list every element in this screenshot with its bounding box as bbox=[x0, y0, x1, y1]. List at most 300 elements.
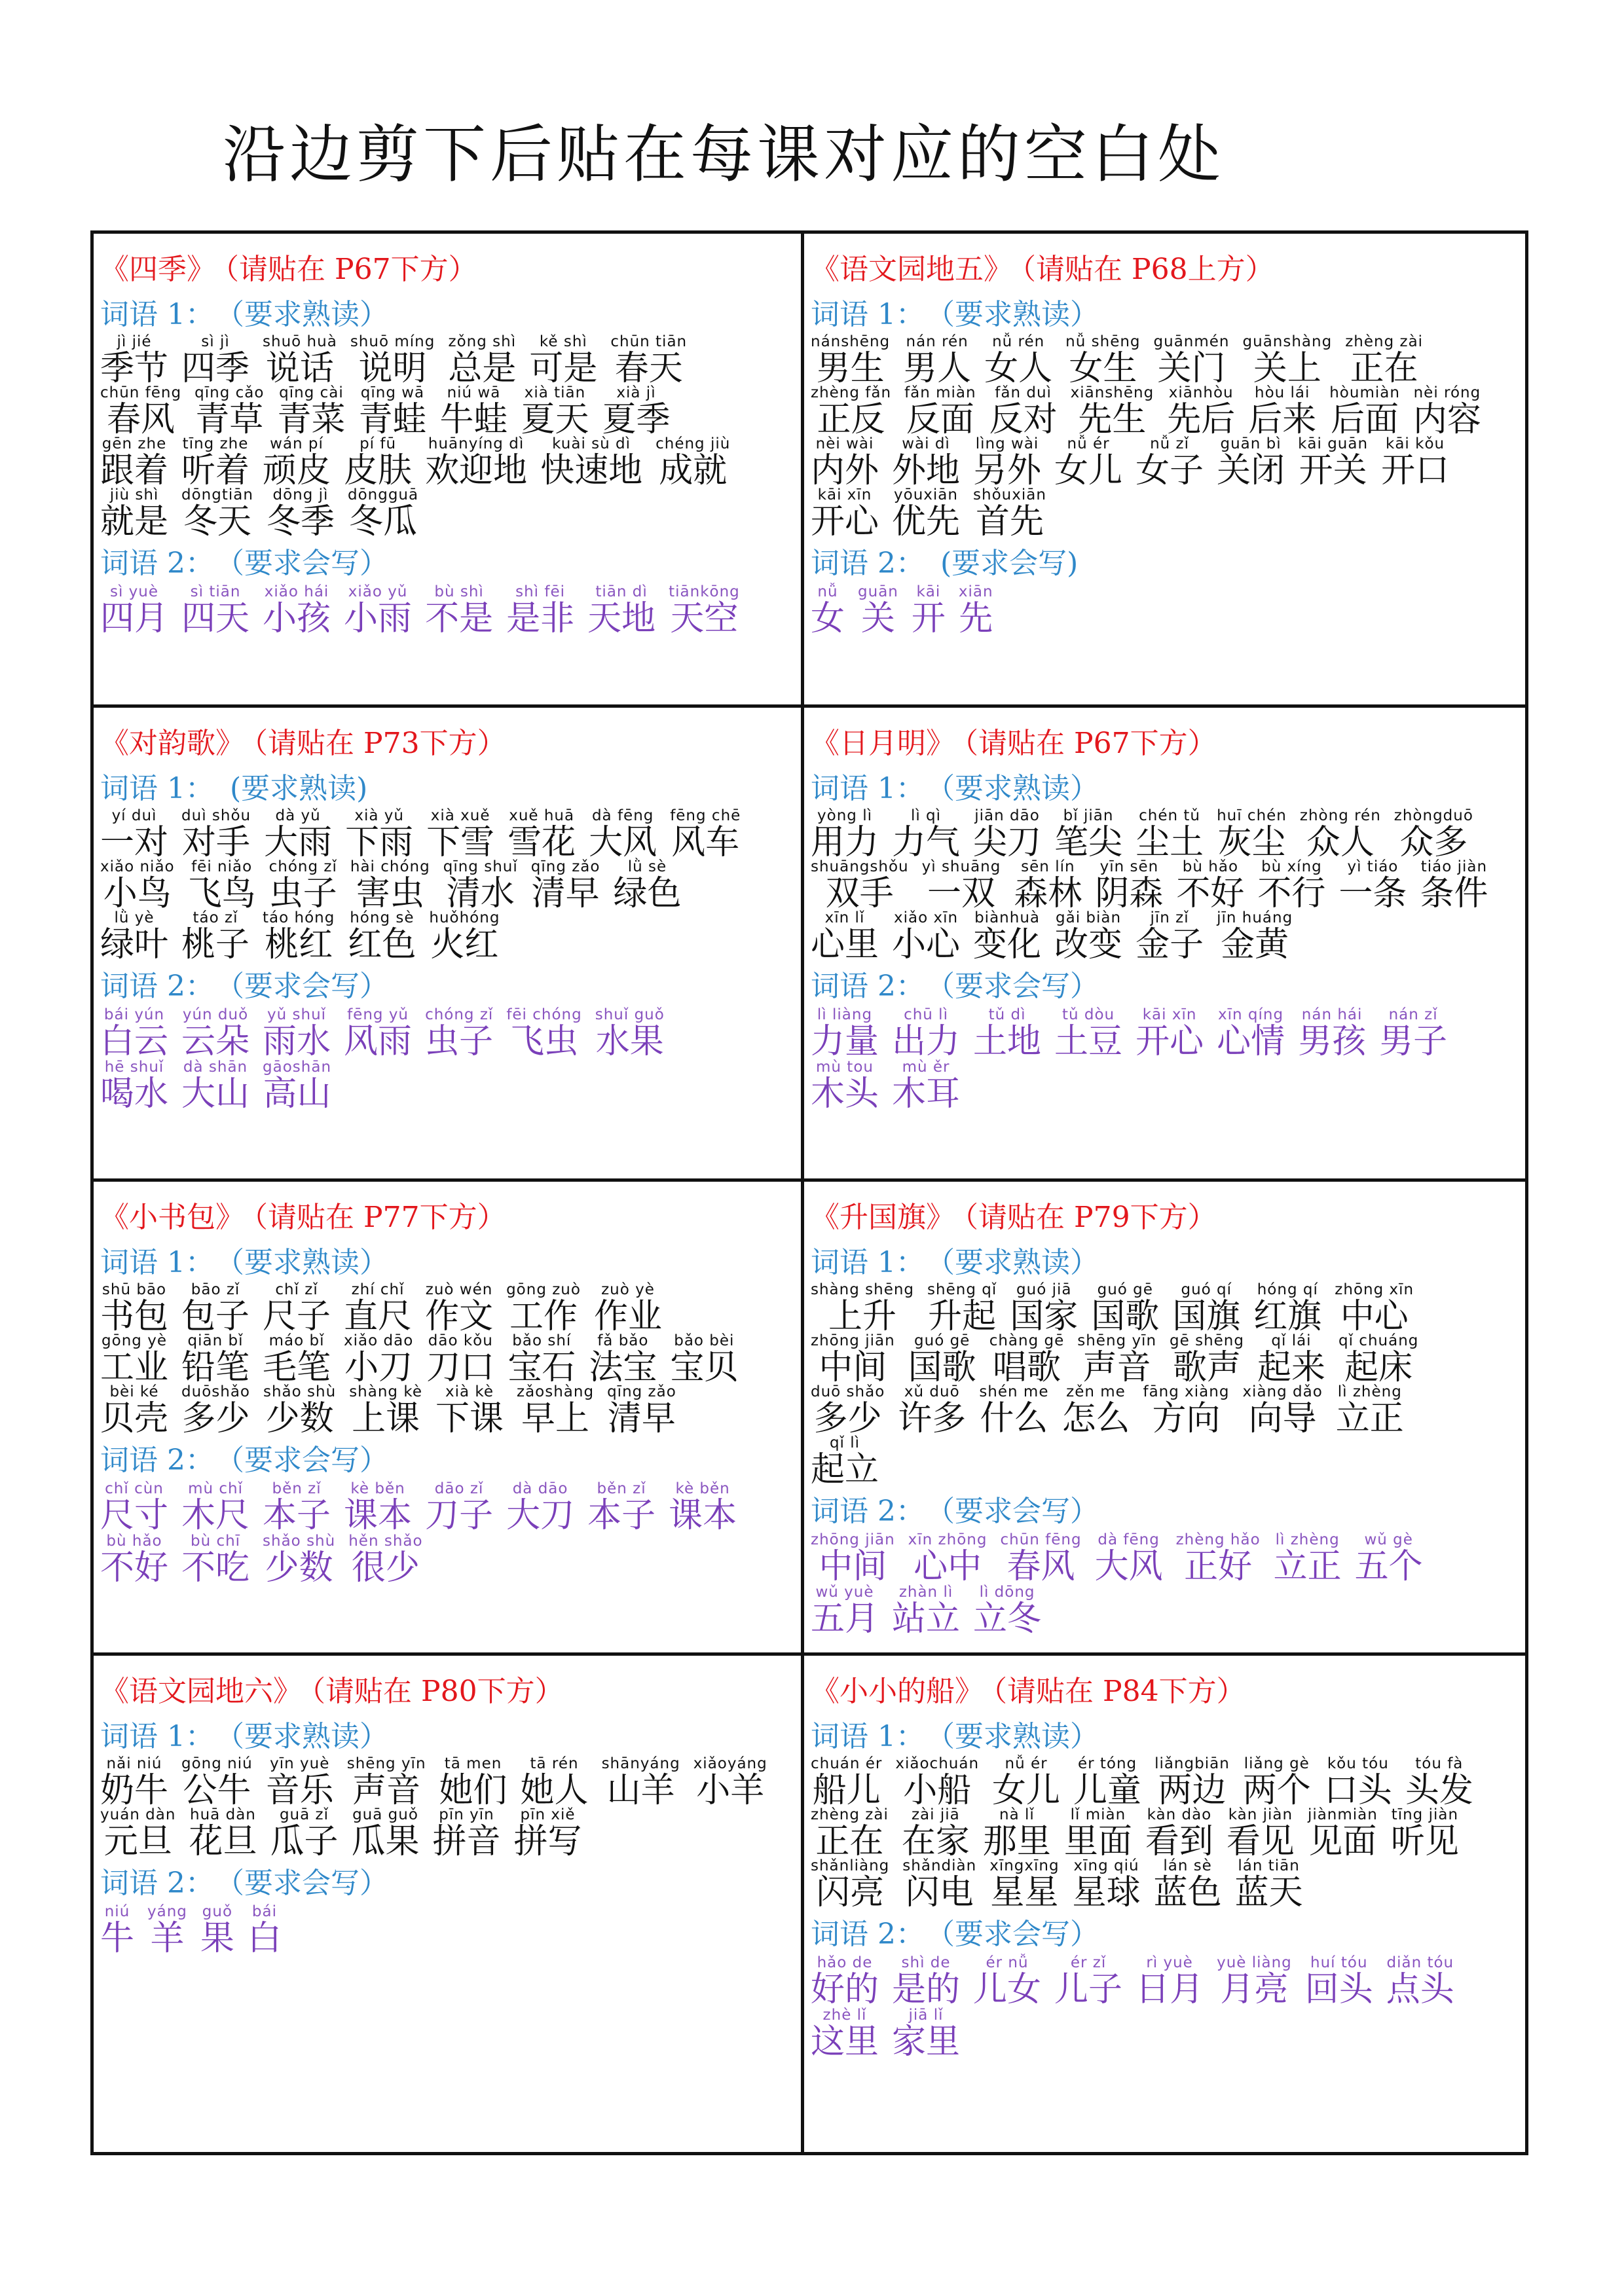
word-row bbox=[811, 807, 1525, 862]
pinyin: xiàng dǎo bbox=[1242, 1383, 1323, 1400]
read-word bbox=[351, 1806, 419, 1860]
write-word bbox=[1135, 1954, 1204, 2008]
pinyin: zǒng shì bbox=[448, 333, 517, 350]
hanzi: 是的 bbox=[892, 1970, 961, 2009]
write-word bbox=[1379, 1006, 1447, 1060]
hanzi: 上升 bbox=[828, 1297, 897, 1336]
pinyin: sēn lín bbox=[1021, 858, 1075, 875]
write-word bbox=[1298, 1006, 1366, 1060]
write-word bbox=[506, 1006, 581, 1060]
hanzi: 总是 bbox=[448, 349, 517, 388]
write-word bbox=[263, 1533, 335, 1586]
pinyin: wán pí bbox=[270, 435, 323, 452]
pinyin: dà dāo bbox=[512, 1480, 568, 1497]
read-word bbox=[1065, 333, 1140, 387]
section-requirement: （要求会写） bbox=[940, 1495, 1099, 1528]
read-word bbox=[264, 807, 332, 861]
pinyin: xiǎo yǔ bbox=[348, 583, 408, 600]
pinyin: fāng xiàng bbox=[1143, 1383, 1230, 1400]
write-word bbox=[200, 1903, 234, 1957]
hanzi: 大山 bbox=[181, 1074, 250, 1114]
read-word bbox=[811, 1434, 879, 1488]
pinyin: ér zǐ bbox=[1070, 1954, 1107, 1971]
pinyin: bāo zǐ bbox=[191, 1281, 240, 1298]
write-word bbox=[263, 1006, 331, 1060]
hanzi: 四月 bbox=[100, 599, 169, 638]
hanzi: 另外 bbox=[973, 451, 1042, 490]
word-row bbox=[811, 1533, 1525, 1585]
pinyin: shuāngshǒu bbox=[811, 858, 909, 875]
read-word bbox=[266, 1755, 334, 1809]
word-row bbox=[811, 1383, 1525, 1438]
pinyin: tiáo jiàn bbox=[1420, 858, 1488, 875]
pinyin: lì liàng bbox=[817, 1006, 873, 1023]
paste-location-note: （请贴在 P84下方） bbox=[993, 1675, 1246, 1708]
word-row bbox=[811, 435, 1525, 490]
hanzi: 众多 bbox=[1399, 823, 1468, 862]
hanzi: 一条 bbox=[1338, 874, 1407, 913]
hanzi: 风雨 bbox=[344, 1022, 413, 1061]
read-word bbox=[903, 333, 971, 387]
section-read-label bbox=[811, 769, 1525, 809]
pinyin: zhèng fǎn bbox=[811, 384, 892, 401]
read-word bbox=[100, 909, 168, 963]
read-word bbox=[1010, 1281, 1078, 1335]
read-word bbox=[348, 909, 416, 963]
hanzi: 小鸟 bbox=[103, 874, 172, 913]
hanzi: 反面 bbox=[906, 400, 974, 439]
hanzi: 书包 bbox=[100, 1297, 169, 1336]
section-label: 词语 1： bbox=[811, 772, 925, 805]
hanzi: 先 bbox=[959, 599, 993, 638]
hanzi: 关门 bbox=[1157, 349, 1226, 388]
pinyin: shǎo shù bbox=[263, 1533, 336, 1550]
read-word bbox=[426, 807, 494, 861]
hanzi: 内容 bbox=[1412, 400, 1481, 439]
write-word bbox=[1386, 1954, 1454, 2008]
hanzi: 音乐 bbox=[265, 1771, 334, 1810]
pinyin: chǐ zǐ bbox=[275, 1281, 318, 1298]
read-word bbox=[439, 384, 507, 438]
word-row bbox=[811, 1857, 1525, 1912]
pinyin: nèi róng bbox=[1413, 384, 1481, 401]
lesson-title bbox=[811, 1196, 1525, 1239]
hanzi: 红色 bbox=[348, 925, 416, 964]
hanzi: 就是 bbox=[100, 502, 169, 541]
write-word bbox=[1217, 1954, 1292, 2008]
read-word bbox=[811, 384, 891, 438]
hanzi: 夏天 bbox=[521, 400, 589, 439]
read-word bbox=[1064, 1806, 1132, 1860]
word-row bbox=[811, 1956, 1525, 2008]
pinyin: nán zǐ bbox=[1388, 1006, 1438, 1023]
read-word bbox=[922, 858, 1001, 912]
pinyin: tīng zhe bbox=[182, 435, 249, 452]
read-word bbox=[811, 807, 879, 861]
read-word bbox=[655, 435, 730, 489]
hanzi: 看到 bbox=[1145, 1822, 1213, 1861]
section-requirement: （要求熟读） bbox=[229, 1246, 388, 1279]
read-word bbox=[344, 435, 412, 489]
hanzi: 绿叶 bbox=[100, 925, 169, 964]
pinyin: shǎo shù bbox=[263, 1383, 337, 1400]
pinyin: yuán dàn bbox=[100, 1806, 176, 1823]
read-word bbox=[425, 1281, 493, 1335]
hanzi: 力量 bbox=[811, 1022, 879, 1061]
section-requirement: （要求熟读） bbox=[940, 772, 1099, 805]
hanzi: 尘土 bbox=[1135, 823, 1204, 862]
hanzi: 心里 bbox=[811, 925, 879, 964]
pinyin: shū bāo bbox=[101, 1281, 167, 1298]
pinyin: niú bbox=[104, 1903, 130, 1920]
pinyin: liǎng gè bbox=[1244, 1755, 1310, 1772]
hanzi: 立正 bbox=[1273, 1547, 1342, 1586]
word-row bbox=[811, 1008, 1525, 1060]
hanzi: 先生 bbox=[1078, 400, 1147, 439]
word-row bbox=[100, 384, 801, 439]
pinyin: zài jiā bbox=[911, 1806, 960, 1823]
hanzi: 木尺 bbox=[181, 1496, 250, 1535]
write-word bbox=[100, 583, 168, 637]
pinyin: xià kè bbox=[445, 1383, 494, 1400]
pinyin: tīng jiàn bbox=[1391, 1806, 1459, 1823]
read-word bbox=[506, 1281, 581, 1335]
hanzi: 星球 bbox=[1072, 1873, 1141, 1912]
pinyin: kāi xīn bbox=[1142, 1006, 1197, 1023]
hanzi: 后面 bbox=[1331, 400, 1399, 439]
pinyin: dāo kǒu bbox=[428, 1332, 493, 1349]
read-word bbox=[263, 1281, 331, 1335]
section-requirement: （要求熟读） bbox=[229, 1720, 388, 1753]
hanzi: 少数 bbox=[265, 1548, 333, 1588]
pinyin: xià yǔ bbox=[354, 807, 404, 824]
hanzi: 许多 bbox=[898, 1399, 967, 1438]
pinyin: zhàn lì bbox=[898, 1584, 953, 1601]
hanzi: 心中 bbox=[913, 1547, 982, 1586]
read-word bbox=[1243, 333, 1333, 387]
hanzi: 在家 bbox=[901, 1822, 970, 1861]
pinyin: guān bì bbox=[1220, 435, 1282, 452]
pinyin: fēng chē bbox=[670, 807, 741, 824]
pinyin: sì yuè bbox=[109, 583, 159, 600]
read-word bbox=[1217, 909, 1293, 963]
read-word bbox=[1135, 909, 1204, 963]
pinyin: qīng zǎo bbox=[530, 858, 600, 875]
pinyin: bǎo bèi bbox=[674, 1332, 735, 1349]
read-word bbox=[100, 486, 168, 540]
lesson-title bbox=[100, 1670, 801, 1713]
hanzi: 虫子 bbox=[268, 874, 337, 913]
pinyin: gōng niú bbox=[181, 1755, 253, 1772]
read-word bbox=[989, 1332, 1065, 1386]
pinyin: qīng shuǐ bbox=[443, 858, 518, 875]
pinyin: yòng lì bbox=[817, 807, 872, 824]
lesson-name: 《小小的船》 bbox=[811, 1675, 984, 1708]
pinyin: tóu fà bbox=[1415, 1755, 1464, 1772]
hanzi: 大风 bbox=[589, 823, 657, 862]
read-word bbox=[1329, 384, 1400, 438]
write-word bbox=[1176, 1531, 1261, 1585]
read-word bbox=[602, 1755, 680, 1809]
pinyin: wài dì bbox=[902, 435, 950, 452]
read-word bbox=[973, 486, 1046, 540]
read-word bbox=[100, 1332, 168, 1386]
pinyin: xīngxīng bbox=[989, 1857, 1060, 1874]
page-title: 沿边剪下后贴在每课对应的空白处 bbox=[223, 118, 1225, 191]
hanzi: 不好 bbox=[100, 1548, 169, 1588]
write-word bbox=[1054, 1954, 1122, 2008]
write-word bbox=[811, 583, 845, 637]
hanzi: 元旦 bbox=[103, 1822, 172, 1861]
pinyin: tǔ dì bbox=[988, 1006, 1026, 1023]
read-word bbox=[344, 1281, 412, 1335]
hanzi: 用力 bbox=[811, 823, 879, 862]
paste-location-note: （请贴在 P68上方） bbox=[1022, 253, 1274, 286]
pinyin: fēng yǔ bbox=[347, 1006, 409, 1023]
write-word bbox=[811, 2007, 879, 2060]
paste-location-note: （请贴在 P67下方） bbox=[964, 727, 1217, 760]
pinyin: dà yǔ bbox=[275, 807, 321, 824]
section-requirement: (要求会写) bbox=[940, 547, 1079, 580]
pinyin: nǚ bbox=[817, 583, 838, 600]
pinyin: yì shuāng bbox=[921, 858, 1001, 875]
read-word bbox=[100, 384, 181, 438]
hanzi: 瓜果 bbox=[351, 1822, 420, 1861]
read-word bbox=[811, 909, 879, 963]
hanzi: 尺寸 bbox=[100, 1496, 169, 1535]
pinyin: yí duì bbox=[111, 807, 157, 824]
section-requirement: （要求熟读） bbox=[229, 298, 388, 331]
pinyin: yōuxiān bbox=[894, 486, 958, 503]
read-word bbox=[263, 333, 337, 387]
pinyin: chūn tiān bbox=[610, 333, 688, 350]
pinyin: chóng zǐ bbox=[268, 858, 337, 875]
read-word bbox=[1054, 807, 1122, 861]
word-row bbox=[811, 333, 1525, 388]
paste-location-note: （请贴在 P67下方） bbox=[225, 253, 477, 286]
hanzi: 害虫 bbox=[356, 874, 424, 913]
read-word bbox=[345, 807, 413, 861]
read-word-rows bbox=[811, 1755, 1525, 1912]
pinyin: shàng shēng bbox=[811, 1281, 915, 1298]
pinyin: lìng wài bbox=[975, 435, 1039, 452]
word-row bbox=[100, 1008, 801, 1060]
pinyin: chéng jiù bbox=[655, 435, 731, 452]
lesson-cell bbox=[804, 1182, 1525, 1656]
hanzi: 什么 bbox=[980, 1399, 1048, 1438]
pinyin: zhèng zài bbox=[1345, 333, 1424, 350]
hanzi: 船儿 bbox=[812, 1771, 881, 1810]
pinyin: tiān dì bbox=[595, 583, 648, 600]
read-word bbox=[188, 858, 256, 912]
pinyin: gōng zuò bbox=[506, 1281, 581, 1298]
hanzi: 听着 bbox=[181, 451, 250, 490]
pinyin: fēi niǎo bbox=[191, 858, 253, 875]
read-word bbox=[1420, 858, 1488, 912]
pinyin: dà fēng bbox=[1098, 1531, 1160, 1548]
hanzi: 小雨 bbox=[344, 599, 413, 638]
read-word bbox=[181, 807, 251, 861]
hanzi: 闪电 bbox=[905, 1873, 974, 1912]
write-word bbox=[263, 1059, 331, 1112]
read-word bbox=[1324, 1755, 1392, 1809]
hanzi: 不是 bbox=[425, 599, 494, 638]
pinyin: nèi wài bbox=[815, 435, 874, 452]
write-word bbox=[181, 583, 249, 637]
lesson-name: 《四季》 bbox=[100, 253, 215, 286]
hanzi: 法宝 bbox=[589, 1348, 657, 1387]
hanzi: 声音 bbox=[352, 1771, 421, 1810]
write-word bbox=[587, 1480, 655, 1534]
read-word bbox=[270, 1806, 338, 1860]
pinyin: hē shuǐ bbox=[104, 1059, 164, 1076]
pinyin: zhèng zài bbox=[811, 1806, 889, 1823]
section-write-label bbox=[811, 1492, 1525, 1531]
section-label: 词语 1： bbox=[100, 1246, 214, 1279]
read-word bbox=[989, 384, 1058, 438]
hanzi: 作文 bbox=[425, 1297, 494, 1336]
pinyin: qiān bǐ bbox=[187, 1332, 244, 1349]
pinyin: biànhuà bbox=[974, 909, 1040, 926]
hanzi: 起床 bbox=[1344, 1348, 1413, 1387]
read-word bbox=[589, 807, 657, 861]
pinyin: qīng zǎo bbox=[607, 1383, 676, 1400]
hanzi: 花旦 bbox=[189, 1822, 257, 1861]
hanzi: 关 bbox=[860, 599, 895, 638]
read-word bbox=[989, 1857, 1059, 1911]
pinyin: ér tóng bbox=[1077, 1755, 1137, 1772]
pinyin: yīn yuè bbox=[270, 1755, 330, 1772]
lesson-name: 《日月明》 bbox=[811, 727, 955, 760]
read-word bbox=[1135, 435, 1204, 489]
write-word bbox=[147, 1903, 187, 1957]
write-word bbox=[506, 1480, 574, 1534]
write-word bbox=[1355, 1531, 1423, 1585]
write-word bbox=[344, 1006, 412, 1060]
section-requirement: （要求会写） bbox=[229, 1444, 388, 1477]
section-requirement: (要求熟读) bbox=[229, 772, 368, 805]
pinyin: jiā lǐ bbox=[908, 2007, 944, 2024]
read-word bbox=[1154, 1857, 1222, 1911]
pinyin: fǎ bǎo bbox=[597, 1332, 649, 1349]
word-row bbox=[811, 1755, 1525, 1810]
pinyin: yì tiáo bbox=[1347, 858, 1399, 875]
read-word bbox=[1176, 858, 1244, 912]
hanzi: 闪亮 bbox=[816, 1873, 885, 1912]
read-word bbox=[979, 1383, 1048, 1437]
write-word bbox=[1095, 1531, 1163, 1585]
pinyin: nǚ ér bbox=[1067, 435, 1110, 452]
hanzi: 宝石 bbox=[507, 1348, 576, 1387]
hanzi: 少数 bbox=[265, 1399, 334, 1438]
read-word bbox=[181, 435, 249, 489]
read-word bbox=[902, 1806, 970, 1860]
hanzi: 青菜 bbox=[277, 400, 346, 439]
section-requirement: （要求会写） bbox=[940, 1918, 1099, 1951]
hanzi: 牛蛙 bbox=[439, 400, 508, 439]
hanzi: 桃红 bbox=[265, 925, 333, 964]
pinyin: bù chī bbox=[190, 1533, 241, 1550]
hanzi: 小羊 bbox=[696, 1771, 765, 1810]
hanzi: 男生 bbox=[816, 349, 885, 388]
hanzi: 清早 bbox=[531, 874, 600, 913]
pinyin: fǎn miàn bbox=[904, 384, 976, 401]
pinyin: chàng gē bbox=[989, 1332, 1065, 1349]
pinyin: lì zhèng bbox=[1275, 1531, 1340, 1548]
hanzi: 里面 bbox=[1063, 1822, 1132, 1861]
read-word bbox=[540, 435, 642, 489]
read-word bbox=[1217, 435, 1285, 489]
lesson-title bbox=[811, 1670, 1525, 1713]
pinyin: gē shēng bbox=[1170, 1332, 1244, 1349]
hanzi: 正在 bbox=[815, 1822, 884, 1861]
pinyin: lì zhèng bbox=[1337, 1383, 1402, 1400]
pinyin: lǜ yè bbox=[114, 909, 155, 926]
pinyin: mù tou bbox=[816, 1059, 874, 1076]
pinyin: lǜ sè bbox=[627, 858, 667, 875]
word-row bbox=[100, 1281, 801, 1336]
hanzi: 是非 bbox=[506, 599, 575, 638]
pinyin: kāi bbox=[916, 583, 941, 600]
pinyin: zuò wén bbox=[425, 1281, 493, 1298]
word-row bbox=[811, 1585, 1525, 1637]
pinyin: tā men bbox=[444, 1755, 502, 1772]
pinyin: kè běn bbox=[675, 1480, 730, 1497]
hanzi: 心情 bbox=[1217, 1022, 1285, 1061]
section-label: 词语 1： bbox=[811, 298, 925, 331]
read-word bbox=[1335, 1281, 1414, 1335]
read-word bbox=[670, 1332, 738, 1386]
section-label: 词语 1： bbox=[811, 1720, 925, 1753]
read-word bbox=[517, 1383, 594, 1437]
pinyin: kǒu tóu bbox=[1327, 1755, 1389, 1772]
write-word bbox=[344, 1480, 412, 1534]
write-word bbox=[973, 1954, 1041, 2008]
pinyin: bái bbox=[251, 1903, 277, 1920]
read-word bbox=[811, 1332, 895, 1386]
read-word bbox=[448, 333, 516, 387]
hanzi: 冬季 bbox=[266, 502, 335, 541]
hanzi: 中心 bbox=[1340, 1297, 1409, 1336]
pinyin: duōshǎo bbox=[181, 1383, 250, 1400]
pinyin: lì qì bbox=[910, 807, 942, 824]
hanzi: 月亮 bbox=[1220, 1970, 1289, 2009]
read-word bbox=[610, 333, 687, 387]
read-word bbox=[344, 1332, 413, 1386]
word-row bbox=[100, 486, 801, 541]
pinyin: qīng cǎo bbox=[194, 384, 265, 401]
pinyin: guó qí bbox=[1181, 1281, 1232, 1298]
hanzi: 不好 bbox=[1176, 874, 1245, 913]
paste-location-note: （请贴在 P80下方） bbox=[311, 1675, 564, 1708]
pinyin: wǔ gè bbox=[1364, 1531, 1413, 1548]
hanzi: 拼写 bbox=[513, 1822, 582, 1861]
read-word bbox=[811, 435, 879, 489]
hanzi: 国旗 bbox=[1172, 1297, 1241, 1336]
hanzi: 力气 bbox=[892, 823, 961, 862]
hanzi: 白 bbox=[247, 1919, 282, 1958]
pinyin: qǐ chuáng bbox=[1338, 1332, 1419, 1349]
pinyin: gǎi biàn bbox=[1056, 909, 1122, 926]
pinyin: dōngtiān bbox=[181, 486, 253, 503]
hanzi: 快速地 bbox=[540, 451, 643, 490]
read-word bbox=[350, 333, 435, 387]
pinyin: hòumiàn bbox=[1329, 384, 1400, 401]
pinyin: xià tiān bbox=[524, 384, 586, 401]
write-word bbox=[263, 583, 331, 637]
hanzi: 雨水 bbox=[263, 1022, 331, 1061]
write-word bbox=[1135, 1006, 1204, 1060]
